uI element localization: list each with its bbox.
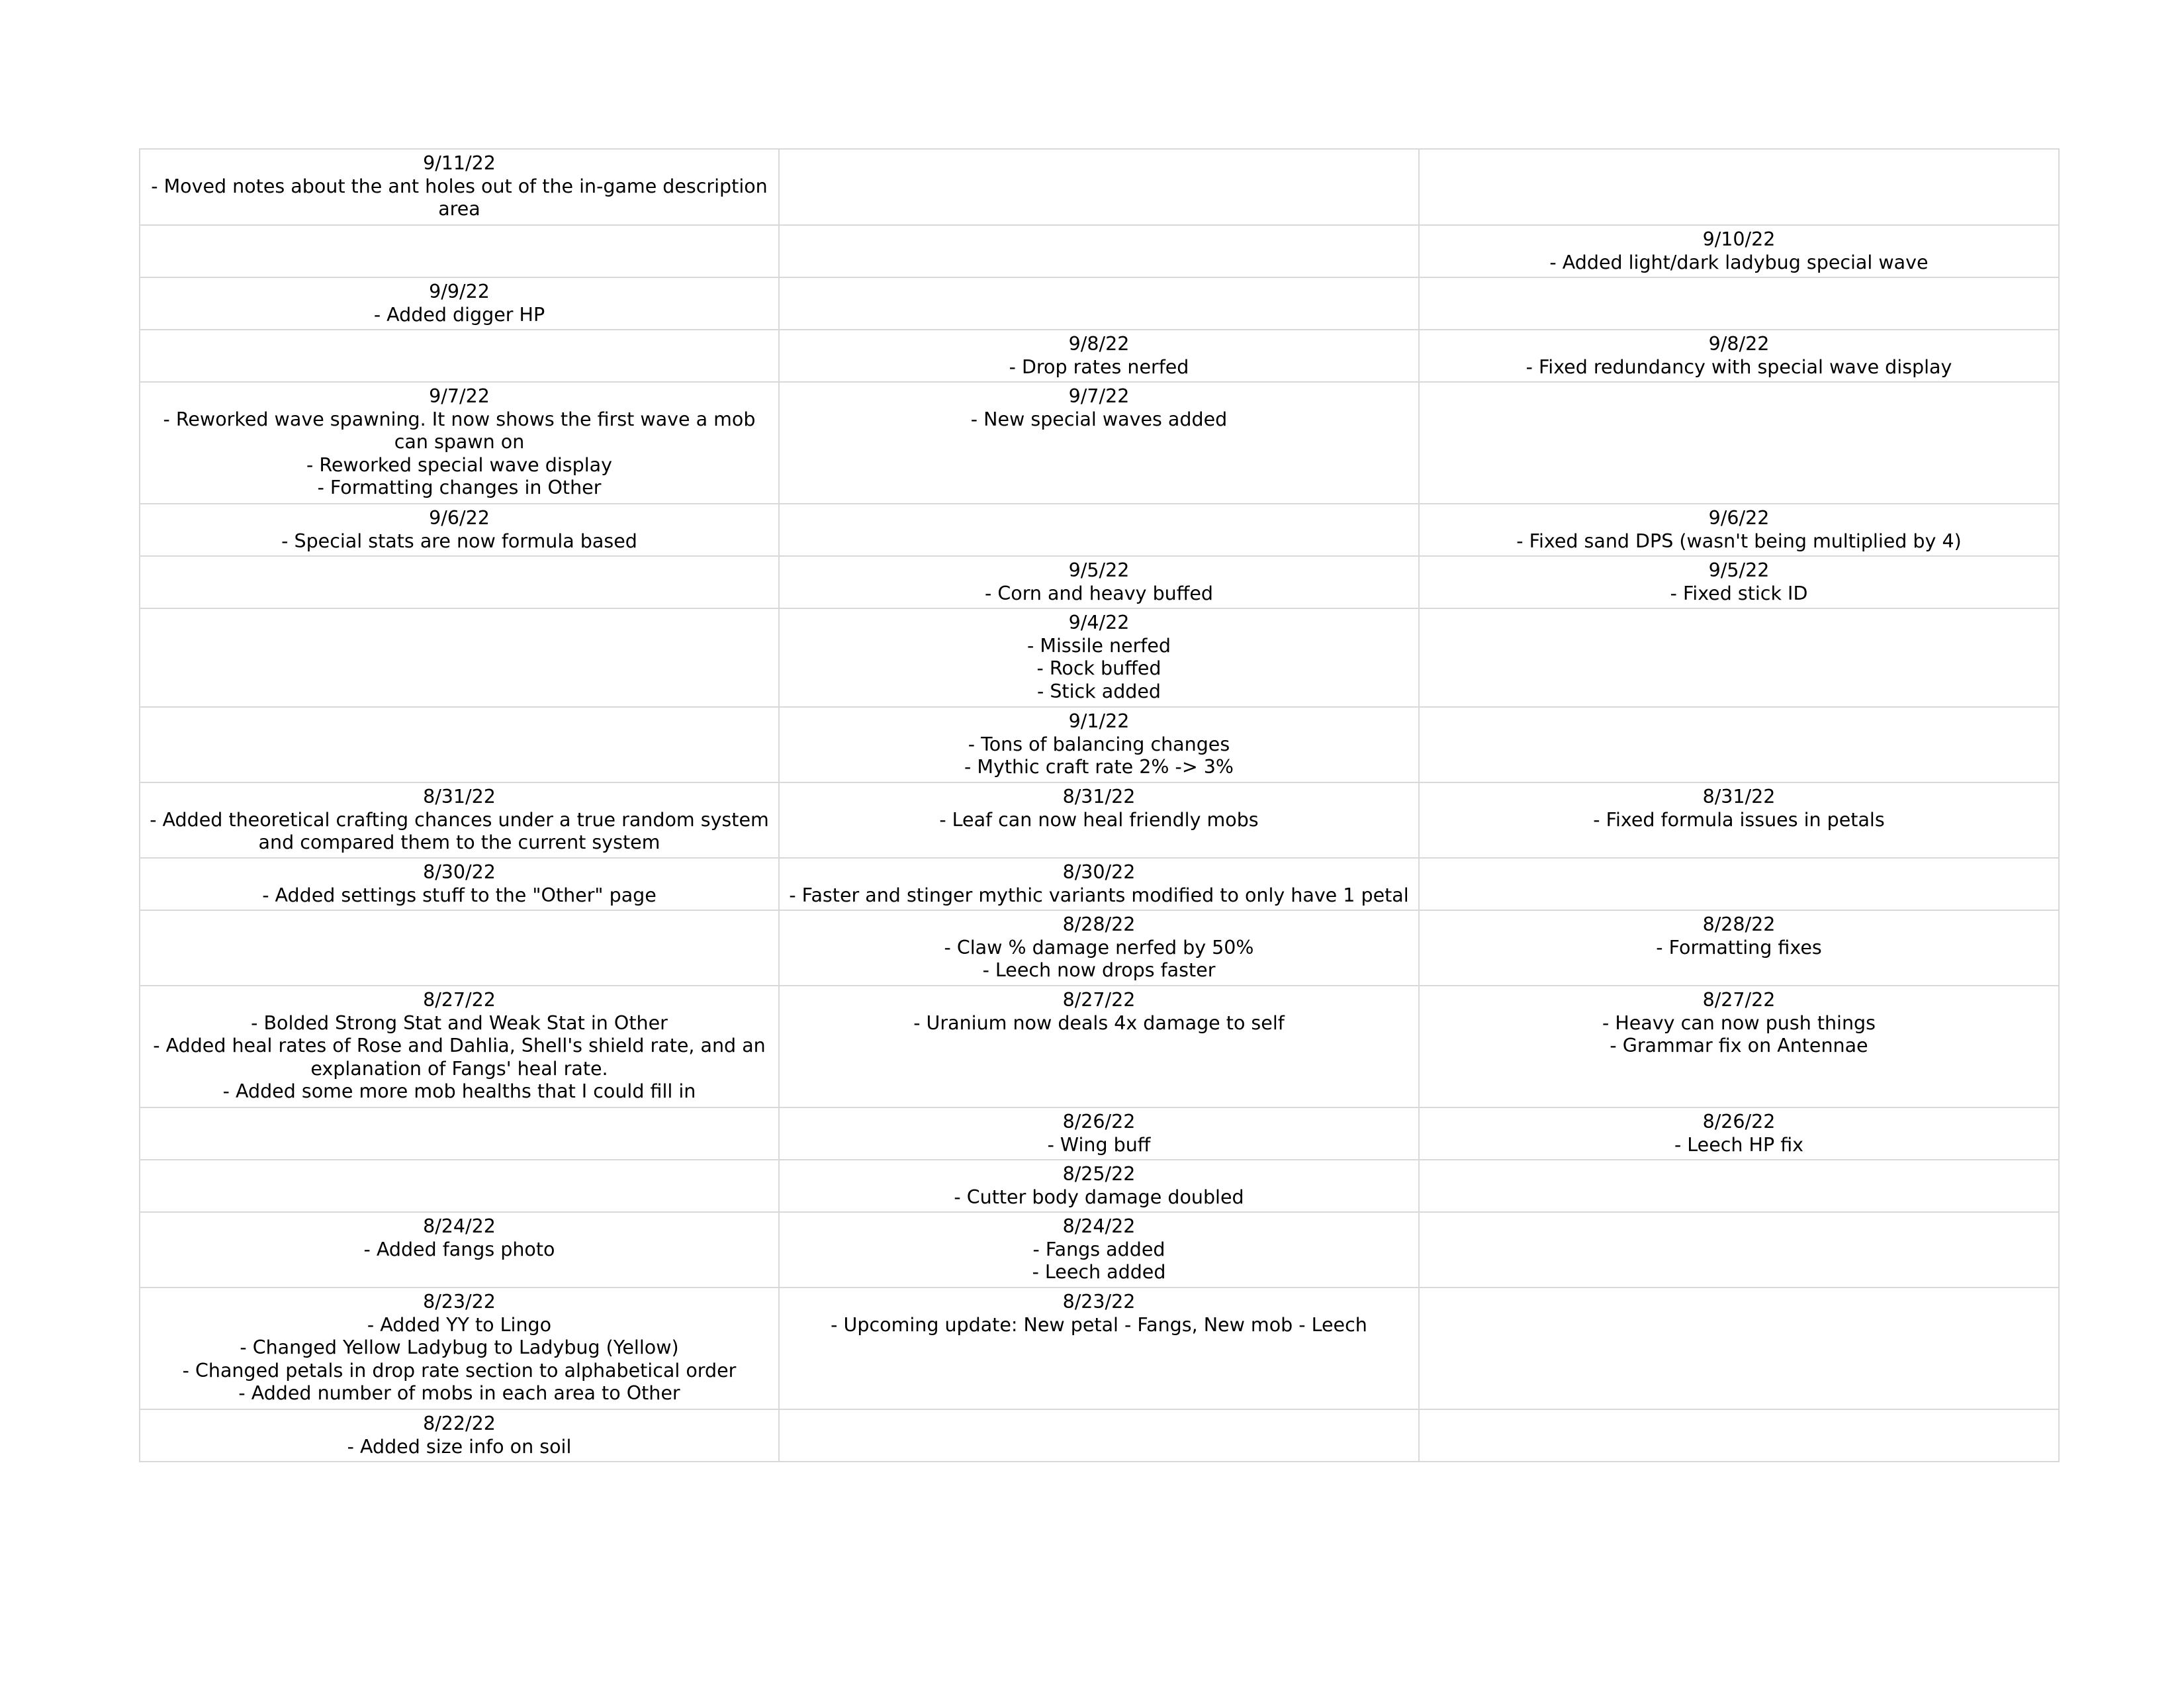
entry-date: 9/8/22	[1708, 333, 1770, 355]
entry-date: 8/27/22	[1702, 989, 1776, 1011]
changelog-entry-col-b	[779, 608, 1419, 707]
entry-date: 8/31/22	[1702, 786, 1776, 808]
table-row	[140, 910, 2059, 986]
changelog-entry-col-b	[779, 382, 1419, 504]
entry-note: - Mythic craft rate 2% -> 3%	[964, 756, 1234, 778]
entry-date: 9/5/22	[1068, 559, 1130, 581]
entry-date: 9/8/22	[1068, 333, 1130, 355]
entry-date: 9/5/22	[1708, 559, 1770, 581]
table-row	[140, 504, 2059, 556]
empty-cell	[779, 504, 1419, 556]
changelog-entry-col-a	[140, 858, 779, 910]
empty-cell	[140, 330, 779, 382]
entry-note: - Changed petals in drop rate section to alphabetical order	[182, 1359, 737, 1382]
entry-date: 9/1/22	[1068, 710, 1130, 732]
empty-cell	[779, 277, 1419, 330]
changelog-entry-col-c	[1419, 986, 2059, 1107]
changelog-entry-col-b	[779, 910, 1419, 986]
empty-cell	[779, 149, 1419, 225]
empty-cell	[140, 225, 779, 277]
entry-note: - Uranium now deals 4x damage to self	[913, 1011, 1285, 1034]
entry-note: - Faster and stinger mythic variants modified to only have 1 petal	[789, 884, 1409, 906]
table-row	[140, 330, 2059, 382]
entry-note: - Tons of balancing changes	[968, 733, 1230, 755]
entry-note: - Moved notes about the ant holes out of the in-game description area	[151, 175, 768, 220]
entry-date: 8/24/22	[1062, 1215, 1136, 1237]
entry-note: - Grammar fix on Antennae	[1610, 1035, 1868, 1057]
empty-cell	[140, 1107, 779, 1160]
entry-note: - Reworked wave spawning. It now shows the first wave a mob can spawn on	[163, 408, 756, 453]
table-row	[140, 556, 2059, 608]
entry-date: 8/30/22	[1062, 861, 1136, 883]
table-row	[140, 382, 2059, 504]
entry-note: - Bolded Strong Stat and Weak Stat in Other	[251, 1011, 668, 1034]
entry-date: 8/22/22	[423, 1413, 496, 1434]
entry-date: 9/7/22	[429, 385, 490, 407]
empty-cell	[1419, 707, 2059, 782]
table-row	[140, 1160, 2059, 1212]
changelog-entry-col-b	[779, 782, 1419, 858]
entry-note: - Fangs added	[1032, 1238, 1165, 1260]
entry-note: - Fixed redundancy with special wave display	[1525, 355, 1952, 378]
changelog-entry-col-a	[140, 149, 779, 225]
entry-note: - New special waves added	[970, 408, 1228, 430]
entry-date: 8/27/22	[423, 989, 496, 1011]
entry-note: - Changed Yellow Ladybug to Ladybug (Yellow)	[240, 1336, 679, 1359]
entry-date: 8/23/22	[1062, 1291, 1136, 1313]
entry-date: 9/7/22	[1068, 385, 1130, 407]
empty-cell	[1419, 277, 2059, 330]
entry-date: 8/26/22	[1062, 1111, 1136, 1133]
entry-note: - Added some more mob healths that I could fill in	[222, 1080, 696, 1103]
entry-note: - Fixed stick ID	[1670, 582, 1808, 604]
changelog-entry-col-a	[140, 1288, 779, 1409]
table-row	[140, 1212, 2059, 1288]
entry-date: 8/28/22	[1062, 914, 1136, 935]
table-row	[140, 1288, 2059, 1409]
changelog-entry-col-b	[779, 1160, 1419, 1212]
entry-note: - Formatting fixes	[1656, 936, 1822, 959]
changelog-entry-col-b	[779, 1212, 1419, 1288]
entry-note: - Added size info on soil	[347, 1435, 572, 1458]
changelog-entry-col-b	[779, 858, 1419, 910]
empty-cell	[1419, 858, 2059, 910]
table-row	[140, 782, 2059, 858]
entry-note: - Rock buffed	[1036, 657, 1161, 680]
entry-note: - Added heal rates of Rose and Dahlia, Shell's shield rate, and an explanation of Fangs' heal rate.	[153, 1035, 766, 1080]
empty-cell	[1419, 608, 2059, 707]
entry-note: - Added light/dark ladybug special wave	[1549, 251, 1929, 273]
entry-date: 8/31/22	[423, 786, 496, 808]
changelog-entry-col-a	[140, 382, 779, 504]
changelog-entry-col-c	[1419, 556, 2059, 608]
changelog-entry-col-c	[1419, 1107, 2059, 1160]
changelog-entry-col-b	[779, 556, 1419, 608]
empty-cell	[1419, 1160, 2059, 1212]
entry-note: - Wing buff	[1047, 1133, 1151, 1156]
entry-note: - Stick added	[1036, 680, 1161, 702]
entry-note: - Added number of mobs in each area to Other	[238, 1382, 680, 1405]
entry-note: - Leech now drops faster	[982, 959, 1216, 982]
entry-date: 8/30/22	[423, 861, 496, 883]
empty-cell	[140, 1160, 779, 1212]
entry-date: 8/26/22	[1702, 1111, 1776, 1133]
changelog-entry-col-c	[1419, 330, 2059, 382]
changelog-table	[139, 148, 2060, 1462]
entry-note: - Cutter body damage doubled	[954, 1186, 1244, 1208]
entry-note: - Fixed sand DPS (wasn't being multiplied by 4)	[1516, 530, 1962, 552]
empty-cell	[779, 225, 1419, 277]
table-row	[140, 986, 2059, 1107]
changelog-entry-col-b	[779, 330, 1419, 382]
changelog-entry-col-b	[779, 986, 1419, 1107]
entry-note: - Added fangs photo	[363, 1238, 555, 1260]
entry-date: 8/27/22	[1062, 989, 1136, 1011]
table-row	[140, 1409, 2059, 1462]
changelog-entry-col-c	[1419, 225, 2059, 277]
changelog-entry-col-c	[1419, 782, 2059, 858]
entry-note: - Added settings stuff to the "Other" page	[262, 884, 657, 906]
empty-cell	[1419, 1409, 2059, 1462]
changelog-entry-col-b	[779, 1288, 1419, 1409]
entry-note: - Added digger HP	[373, 303, 545, 326]
changelog-entry-col-a	[140, 782, 779, 858]
entry-date: 8/25/22	[1062, 1163, 1136, 1185]
table-row	[140, 149, 2059, 225]
changelog-entry-col-c	[1419, 504, 2059, 556]
changelog-entry-col-c	[1419, 910, 2059, 986]
entry-note: - Leaf can now heal friendly mobs	[939, 808, 1259, 831]
entry-date: 8/23/22	[423, 1291, 496, 1313]
entry-date: 8/28/22	[1702, 914, 1776, 935]
entry-date: 9/6/22	[429, 507, 490, 529]
changelog-body	[140, 149, 2059, 1462]
entry-date: 9/11/22	[423, 152, 496, 174]
entry-date: 9/10/22	[1702, 228, 1776, 250]
entry-note: - Reworked special wave display	[306, 453, 612, 476]
changelog-entry-col-b	[779, 707, 1419, 782]
table-row	[140, 608, 2059, 707]
changelog-entry-col-a	[140, 277, 779, 330]
table-row	[140, 858, 2059, 910]
entry-note: - Formatting changes in Other	[317, 477, 602, 499]
entry-note: - Special stats are now formula based	[281, 530, 637, 552]
entry-note: - Added theoretical crafting chances under a true random system and compared them to the current system	[150, 808, 769, 854]
entry-note: - Fixed formula issues in petals	[1593, 808, 1885, 831]
empty-cell	[1419, 149, 2059, 225]
entry-note: - Leech HP fix	[1674, 1133, 1804, 1156]
entry-date: 9/6/22	[1708, 507, 1770, 529]
empty-cell	[140, 556, 779, 608]
empty-cell	[779, 1409, 1419, 1462]
entry-note: - Heavy can now push things	[1602, 1011, 1876, 1034]
entry-date: 9/4/22	[1068, 612, 1130, 633]
table-row	[140, 277, 2059, 330]
empty-cell	[140, 910, 779, 986]
entry-date: 8/31/22	[1062, 786, 1136, 808]
empty-cell	[1419, 382, 2059, 504]
entry-note: - Drop rates nerfed	[1009, 355, 1189, 378]
empty-cell	[140, 608, 779, 707]
table-row	[140, 1107, 2059, 1160]
entry-note: - Claw % damage nerfed by 50%	[944, 936, 1254, 959]
table-row	[140, 225, 2059, 277]
changelog-entry-col-a	[140, 1409, 779, 1462]
empty-cell	[1419, 1212, 2059, 1288]
entry-note: - Leech added	[1032, 1261, 1166, 1284]
table-row	[140, 707, 2059, 782]
entry-note: - Upcoming update: New petal - Fangs, New mob - Leech	[831, 1313, 1367, 1336]
entry-note: - Missile nerfed	[1027, 634, 1171, 657]
changelog-entry-col-a	[140, 1212, 779, 1288]
entry-date: 8/24/22	[423, 1215, 496, 1237]
changelog-entry-col-a	[140, 504, 779, 556]
changelog-entry-col-b	[779, 1107, 1419, 1160]
empty-cell	[1419, 1288, 2059, 1409]
entry-note: - Added YY to Lingo	[367, 1313, 552, 1336]
changelog-entry-col-a	[140, 986, 779, 1107]
entry-date: 9/9/22	[429, 281, 490, 303]
entry-note: - Corn and heavy buffed	[985, 582, 1213, 604]
empty-cell	[140, 707, 779, 782]
